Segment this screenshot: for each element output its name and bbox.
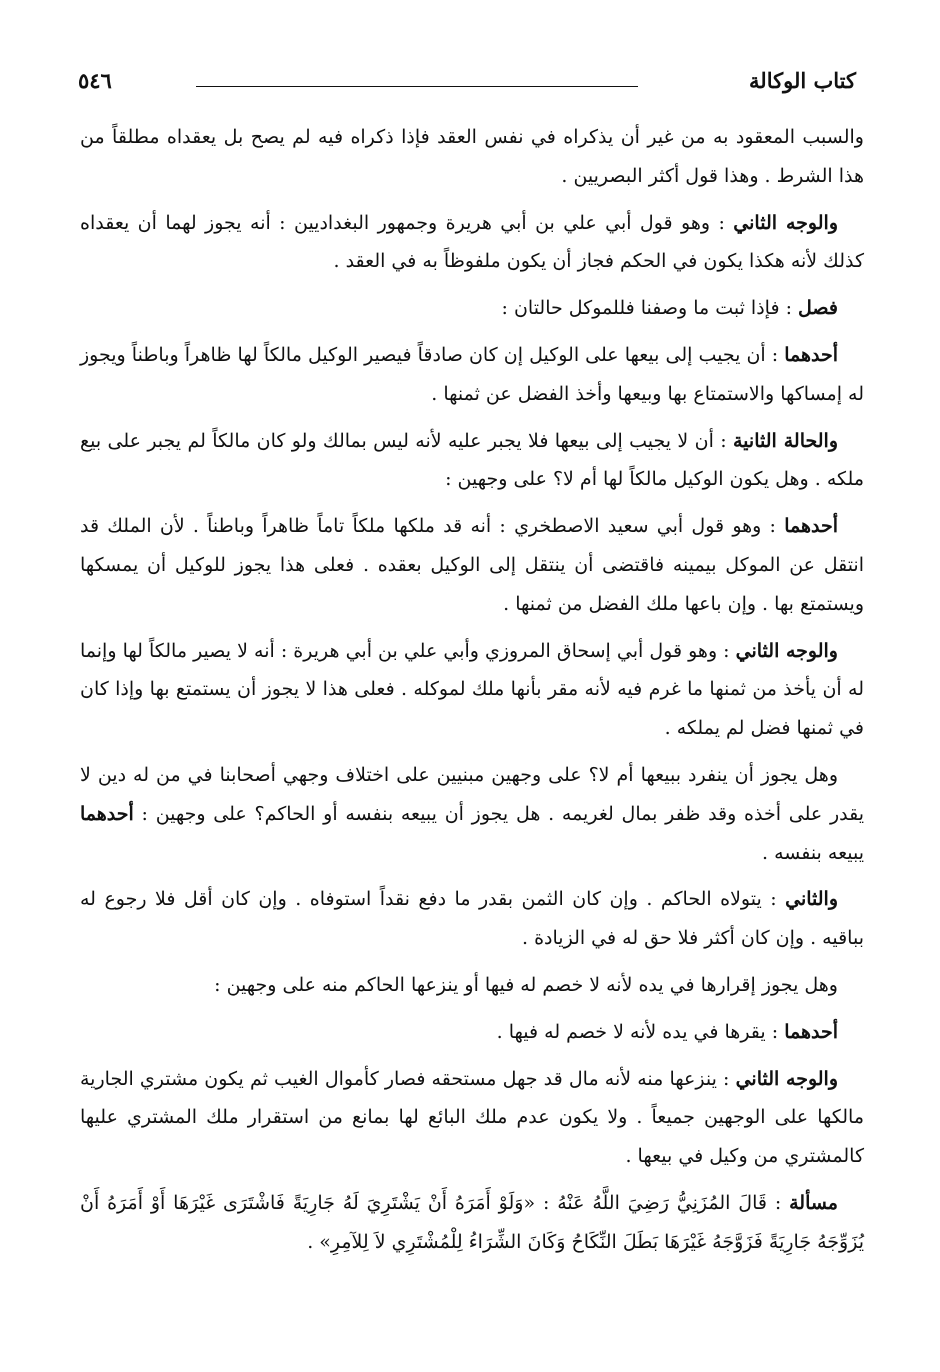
paragraph — [80, 966, 864, 1005]
paragraph-lead: أحدهما — [784, 1020, 838, 1043]
paragraph-text: وهل يجوز أن ينفرد ببيعها أم لا؟ على وجهين مبنيين على اختلاف وجهي أصحابنا في من له دين لا يقدر على أخذه وقد ظفر بمال لغريمه . هل يجوز أن يبيعه بنفسه أو الحاكم؟ على وجهين : — [80, 763, 864, 825]
paragraph-text: والسبب المعقود به من غير أن يذكراه في نفس العقد فإذا ذكراه فيه لم يصح بل يعقداه مطلقاً من هذا الشرط . وهذا قول أكثر البصريين . — [80, 126, 864, 187]
paragraph-lead: والثاني — [785, 888, 839, 911]
paragraph — [80, 1184, 864, 1262]
page-header — [78, 64, 856, 104]
paragraph — [80, 336, 864, 414]
paragraph — [80, 1060, 864, 1176]
paragraph-text: : وهو قول أبي سعيد الاصطخري : أنه قد ملكها ملكاً تاماً ظاهراً وباطناً . لأن الملك قد انتقل عن الموكل بيمينه فاقتضى أن ينتقل إلى الوكيل بعقده . فعلى هذا يجوز للوكيل أن يمسكها ويستمتع بها . وإن باعها ملك الفضل من ثمنها . — [80, 515, 864, 615]
paragraph-lead: والوجه الثاني — [733, 211, 838, 234]
paragraph-lead: والحالة الثانية — [733, 429, 839, 452]
paragraph-lead: أحدهما — [80, 802, 134, 825]
paragraph — [80, 880, 864, 958]
paragraph — [80, 118, 864, 196]
paragraph-text: : يقرها في يده لأنه لا خصم له فيها . — [496, 1020, 779, 1043]
paragraph — [80, 507, 864, 623]
paragraph-text: : وهو قول أبي علي بن أبي هريرة وجمهور البغداديين : أنه يجوز لهما أن يعقداه كذلك لأنه هكذا يكون في الحكم فجاز أن يكون ملفوظاً به في العقد . — [80, 211, 864, 273]
paragraph-text: : وهو قول أبي إسحاق المروزي وأبي علي بن أبي هريرة : أنه لا يصير مالكاً لها وإنما له أن يأخذ من ثمنها ما غرم فيه لأنه مقر بأنها ملك لموكله . فعلى هذا لا يجوز أن يستمتع بها وإذا كان في ثمنها فضل لم يملكه . — [80, 639, 864, 740]
paragraph-text: : أن لا يجيب إلى بيعها فلا يجبر عليه لأنه ليس بمالك ولو كان مالكاً لم يجبر على بيع ملكه . وهل يكون الوكيل مالكاً لها أم لا؟ على وجهين : — [80, 429, 864, 491]
page-number: ٥٤٦ — [78, 68, 112, 93]
paragraph — [80, 422, 864, 500]
paragraph-text: وهل يجوز إقرارها في يده لأنه لا خصم له فيها أو ينزعها الحاكم منه على وجهين : — [214, 973, 838, 996]
paragraph — [80, 632, 864, 748]
paragraph-text: : أن يجيب إلى بيعها على الوكيل إن كان صادقاً فيصير الوكيل مالكاً لها ظاهراً وباطناً ويجوز له إمساكها والاستمتاع بها وبيعها وأخذ الفضل عن ثمنها . — [80, 343, 864, 405]
header-rule — [196, 86, 638, 87]
paragraph-text: : قَالَ المُزَنِيُّ رَضِيَ اللَّهُ عَنْهُ : «وَلَوْ أَمَرَهُ أَنْ يَشْتَرِيَ لَهُ جَارِيَةً فَاشْتَرَى غَيْرَهَا أَوْ أَمَرَهُ أَنْ يُزَوِّجَهُ جَارِيَةً فَزَوَّجَهُ غَيْرَهَا بَطَلَ النِّكَاحُ وَكَانَ الشِّرَاءُ لِلْمُشْتَرِي لاَ لِلآمِرِ» . — [80, 1191, 864, 1253]
paragraph — [80, 756, 864, 872]
paragraph-lead: أحدهما — [784, 515, 838, 538]
paragraph-text: : ينزعها منه لأنه مال قد جهل مستحقه فصار كأموال الغيب ثم يكون مشتري الجارية مالكها على الوجهين جميعاً . ولا يكون عدم ملك البائع لها بمانع من استقرار ملك المشتري عليها كالمشتري من وكيل في بيعها . — [80, 1067, 864, 1168]
paragraph-lead: والوجه الثاني — [735, 639, 838, 662]
running-title: كتاب الوكالة — [749, 68, 856, 93]
paragraph-lead: فصل — [798, 297, 838, 320]
paragraph — [80, 1013, 864, 1052]
paragraph-text: : يتولاه الحاكم . وإن كان الثمن بقدر ما دفع نقداً استوفاه . وإن كان أقل فلا رجوع له بباقيه . وإن كان أكثر فلا حق له في الزيادة . — [80, 888, 864, 950]
paragraph-text: : فإذا ثبت ما وصفنا فللموكل حالتان : — [501, 297, 792, 320]
body-text — [80, 118, 864, 1270]
paragraph-lead: والوجه الثاني — [735, 1067, 839, 1090]
paragraph-lead: أحدهما — [784, 343, 838, 366]
paragraph — [80, 204, 864, 282]
paragraph — [80, 289, 864, 328]
paragraph-lead: مسألة — [789, 1191, 838, 1214]
paragraph-text: يبيعه بنفسه . — [762, 841, 864, 864]
